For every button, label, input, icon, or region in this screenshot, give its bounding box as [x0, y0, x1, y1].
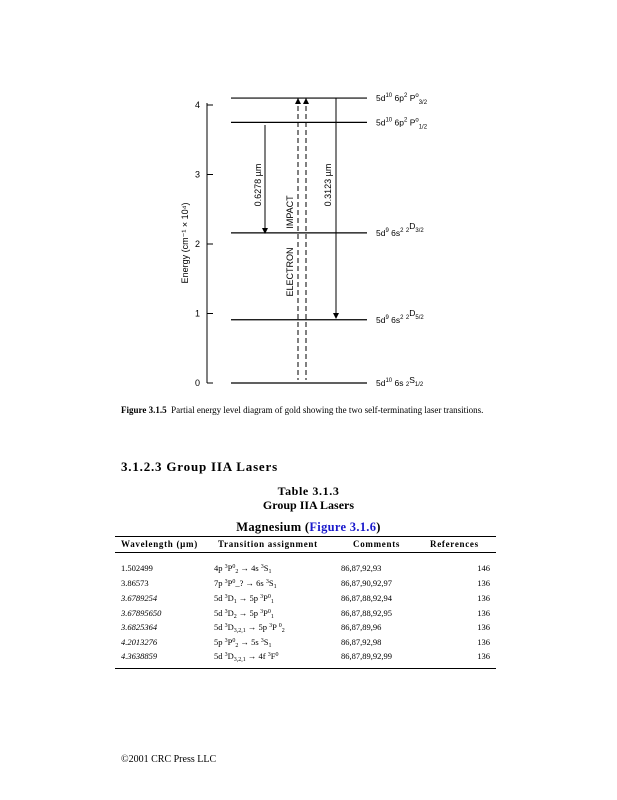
table-caption-suffix: )	[376, 520, 381, 534]
figure-link[interactable]: Figure 3.1.6	[309, 520, 377, 534]
transition-cell: 5d $^3D_2 \to 5p$ $^3P^0_1$	[214, 608, 274, 620]
transition-arrows	[253, 98, 339, 380]
table-top-rule	[115, 536, 496, 537]
arrowhead	[333, 313, 339, 319]
arrowhead	[295, 98, 301, 104]
figure-caption-label: Figure 3.1.5	[121, 405, 167, 415]
table-subtitle: Group IIA Lasers	[262, 498, 355, 512]
arrowhead	[303, 98, 309, 104]
wavelength-cell: 3.6825364	[121, 622, 158, 632]
y-axis-label: Energy (cm⁻¹ × 10⁴)	[180, 202, 190, 284]
wavelength-cell: 4.3638859	[121, 651, 158, 661]
column-header-references: References	[430, 539, 479, 549]
comments-cell: 86,87,92,93	[341, 563, 382, 573]
references-cell: 136	[477, 637, 490, 647]
energy-level-label: $5d^9$ $6s^2$ $^2D_{5/2}$	[376, 307, 424, 325]
comments-cell: 86,87,90,92,97	[341, 578, 392, 588]
transition-label-2: 0.3123 µm	[323, 163, 333, 207]
references-cell: 136	[477, 651, 490, 661]
axis-tick-label: 4	[194, 100, 200, 110]
wavelength-cell: 1.502499	[121, 563, 153, 573]
energy-level-label: $5d^{10}$ 6s $^2S_{1/2}$	[376, 375, 424, 388]
y-axis	[180, 100, 213, 388]
references-cell: 136	[477, 622, 490, 632]
wavelength-cell: 3.6789254	[121, 593, 158, 603]
table-bottom-rule	[115, 668, 496, 669]
column-header-transition: Transition assignment	[218, 539, 318, 549]
axis-tick-label: 2	[194, 239, 200, 249]
comments-cell: 86,87,88,92,95	[341, 608, 392, 618]
transition-label-1: 0.6278 µm	[253, 163, 263, 207]
transition-cell: 5d $^3D_1 \to 5p$ $^3P^0_1$	[214, 593, 274, 605]
table-row	[0, 622, 617, 634]
references-cell: 136	[477, 593, 490, 603]
energy-level-label: $5d^9$ $6s^2$ $^2D_{3/2}$	[376, 220, 424, 238]
axis-tick-label: 0	[194, 378, 200, 388]
comments-cell: 86,87,88,92,94	[341, 593, 392, 603]
wavelength-cell: 3.86573	[121, 578, 149, 588]
energy-level-label: $5d^{10}$ $6p^2$ $P^o_{3/2}$	[376, 93, 428, 107]
table-number: Table 3.1.3	[277, 484, 340, 498]
figure-caption-text: Partial energy level diagram of gold showing the two self-terminating laser transitions.	[171, 405, 484, 415]
column-header-comments: Comments	[353, 539, 401, 549]
references-cell: 136	[477, 578, 490, 588]
table-caption	[0, 520, 617, 535]
table-row	[0, 651, 617, 663]
table-row	[0, 593, 617, 605]
wavelength-cell: 3.67895650	[121, 608, 162, 618]
wavelength-cell: 4.2013276	[121, 637, 158, 647]
table-row	[0, 637, 617, 649]
impact-label: IMPACT	[285, 195, 295, 229]
transition-cell: 7p $^3P^0\_$? → 6s $^3S_1$	[214, 578, 277, 590]
transition-cell: 5p $^3P^0_2 \to 5s$ $^3S_1$	[214, 637, 272, 649]
comments-cell: 86,87,89,96	[341, 622, 382, 632]
transition-cell: 4p $^3P^0_2 \to 4s$ $^3S_1$	[214, 563, 272, 575]
axis-tick-label: 3	[194, 169, 200, 180]
transition-cell: 5d $^3D_{3,2,1} \to 4f$ $^3F^0$	[214, 651, 279, 663]
axis-tick-label: 1	[194, 308, 200, 319]
section-heading: 3.1.2.3 Group IIA Lasers	[121, 459, 278, 474]
references-cell: 136	[477, 608, 490, 618]
electron-label: ELECTRON	[285, 247, 295, 297]
column-header-wavelength: Wavelength (µm)	[121, 539, 198, 549]
table-row	[0, 608, 617, 620]
energy-level-label: $5d^{10}$ $6p^2$ $P^o_{1/2}$	[376, 117, 428, 131]
comments-cell: 86,87,89,92,99	[341, 651, 392, 661]
table-row	[0, 578, 617, 590]
transition-cell: 5d $^3D_{3,2,1} \to 5p$ $^3$P $^0_2$	[214, 622, 285, 634]
table-row	[0, 563, 617, 575]
table-header-rule	[115, 552, 496, 553]
references-cell: 146	[477, 563, 490, 573]
comments-cell: 86,87,92,98	[341, 637, 382, 647]
table-caption-prefix: Magnesium (	[236, 520, 310, 534]
figure-caption	[121, 405, 499, 416]
copyright-footer: ©2001 CRC Press LLC	[121, 754, 217, 765]
